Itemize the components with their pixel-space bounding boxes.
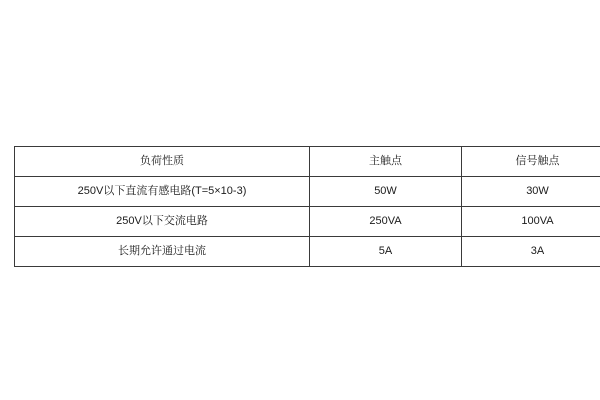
table-row xyxy=(15,177,600,207)
cell-signal-contact: 30W xyxy=(462,177,600,207)
column-header-main-contact: 主触点 xyxy=(310,147,462,177)
column-header-signal-contact: 信号触点 xyxy=(462,147,600,177)
cell-load-nature: 长期允许通过电流 xyxy=(15,237,310,267)
cell-load-nature: 250V以下交流电路 xyxy=(15,207,310,237)
cell-main-contact: 50W xyxy=(310,177,462,207)
cell-main-contact: 5A xyxy=(310,237,462,267)
cell-load-nature: 250V以下直流有感电路(T=5×10-3) xyxy=(15,177,310,207)
contact-load-spec-table xyxy=(14,146,600,267)
cell-signal-contact: 100VA xyxy=(462,207,600,237)
cell-main-contact: 250VA xyxy=(310,207,462,237)
table-row xyxy=(15,237,600,267)
column-header-load-nature: 负荷性质 xyxy=(15,147,310,177)
table-row xyxy=(15,207,600,237)
table-header-row xyxy=(15,147,600,177)
cell-signal-contact: 3A xyxy=(462,237,600,267)
